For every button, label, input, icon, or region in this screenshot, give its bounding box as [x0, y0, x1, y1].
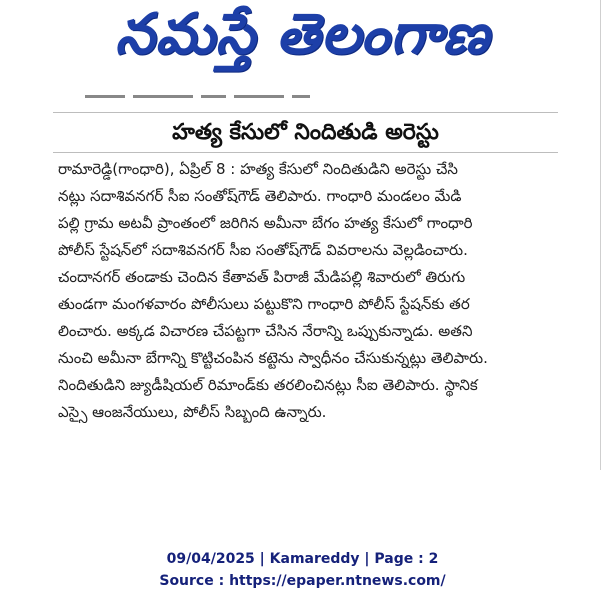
- masthead-logo: నమస్తే తెలంగాణ: [115, 1, 490, 67]
- article-line: పోలీస్ స్టేషన్‌లో సదాశివనగర్ సీఐ సంతోష్‌గౌడ్ వివరాలను వెల్లడించారు.: [58, 241, 468, 259]
- clipping-border: [600, 0, 601, 470]
- top-rule: [53, 112, 558, 113]
- footer-dateline: 09/04/2025 | Kamareddy | Page : 2: [166, 551, 439, 567]
- article-line: తుండగా మంగళవారం పోలీసులు పట్టుకొని గాంధారి పోలీస్ స్టేషన్‌కు తర: [58, 295, 470, 313]
- masthead: [0, 0, 605, 82]
- article-body: [58, 156, 558, 426]
- article-line: చందానగర్ తండాకు చెందిన కేతావత్ పిరాజీ మేడిపల్లి శివారులో తిరుగు: [58, 268, 466, 286]
- article-line: లించారు. అక్కడ విచారణ చేపట్టగా చేసిన నేరాన్ని ఒప్పుకున్నాడు. అతని: [58, 322, 473, 340]
- article-headline: హత్య కేసులో నిందితుడి అరెస్టు: [172, 120, 439, 145]
- article-line: నుంచి అమీనా బేగాన్ని కొట్టిచంపిన కట్టెను స్వాధీనం చేసుకున్నట్లు తెలిపారు.: [58, 349, 488, 367]
- headline-rule: [53, 152, 558, 153]
- article-line: ఎస్సై ఆంజనేయులు, పోలీస్ సిబ్బంది ఉన్నారు.: [58, 403, 327, 421]
- footer-source: Source : https://epaper.ntnews.com/: [159, 573, 446, 589]
- article-line: నట్లు సదాశివనగర్ సీఐ సంతోష్‌గౌడ్ తెలిపారు. గాంధారి మండలం మేడి: [58, 187, 462, 205]
- article-line: రామారెడ్డి(గాంధారి), ఏప్రిల్ 8 : హత్య కేసులో నిందితుడిని అరెస్టు చేసి: [58, 160, 458, 178]
- article-line: నిందితుడిని జ్యుడీషియల్ రిమాండ్‌కు తరలించినట్లు సీఐ తెలిపారు. స్థానిక: [58, 376, 478, 394]
- cut-edge-strip: [85, 86, 365, 100]
- source-footer: [0, 548, 605, 592]
- article-line: పల్లి గ్రామ అటవీ ప్రాంతంలో జరిగిన అమీనా బేగం హత్య కేసులో గాంధారి: [58, 214, 473, 232]
